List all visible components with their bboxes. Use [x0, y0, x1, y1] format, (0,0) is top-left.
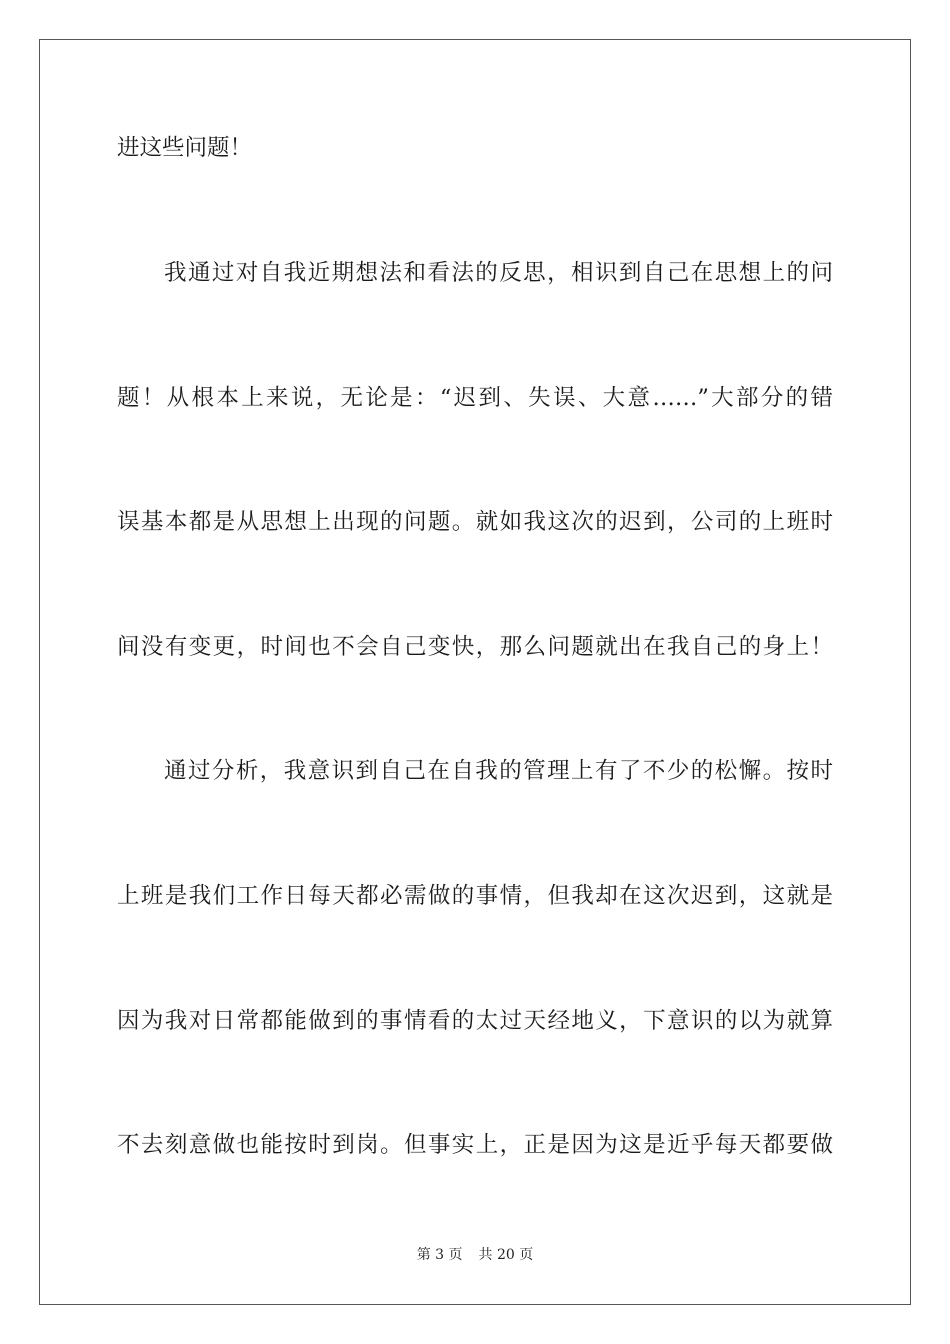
text-line: 不去刻意做也能按时到岗。但事实上，正是因为这是近乎每天都要做 [117, 1132, 833, 1158]
text-line: 间没有变更，时间也不会自己变快，那么问题就出在我自己的身上！ [117, 634, 833, 660]
text-line: 进这些问题！ [117, 135, 253, 161]
page-footer [0, 1246, 950, 1264]
page-total: 共 20 页 [478, 1247, 534, 1263]
page-number: 第 3 页 [416, 1247, 463, 1263]
text-line: 误基本都是从思想上出现的问题。就如我这次的迟到，公司的上班时 [117, 509, 833, 535]
text-line: 上班是我们工作日每天都必需做的事情，但我却在这次迟到，这就是 [117, 883, 833, 909]
paragraph-first-line: 我通过对自我近期想法和看法的反思，相识到自己在思想上的问 [164, 260, 833, 286]
page-border [39, 39, 911, 1305]
text-line: 题！从根本上来说，无论是：“迟到、失误、大意……”大部分的错 [117, 385, 833, 411]
text-line: 因为我对日常都能做到的事情看的太过天经地义，下意识的以为就算 [117, 1008, 833, 1034]
paragraph-first-line: 通过分析，我意识到自己在自我的管理上有了不少的松懈。按时 [164, 758, 833, 784]
